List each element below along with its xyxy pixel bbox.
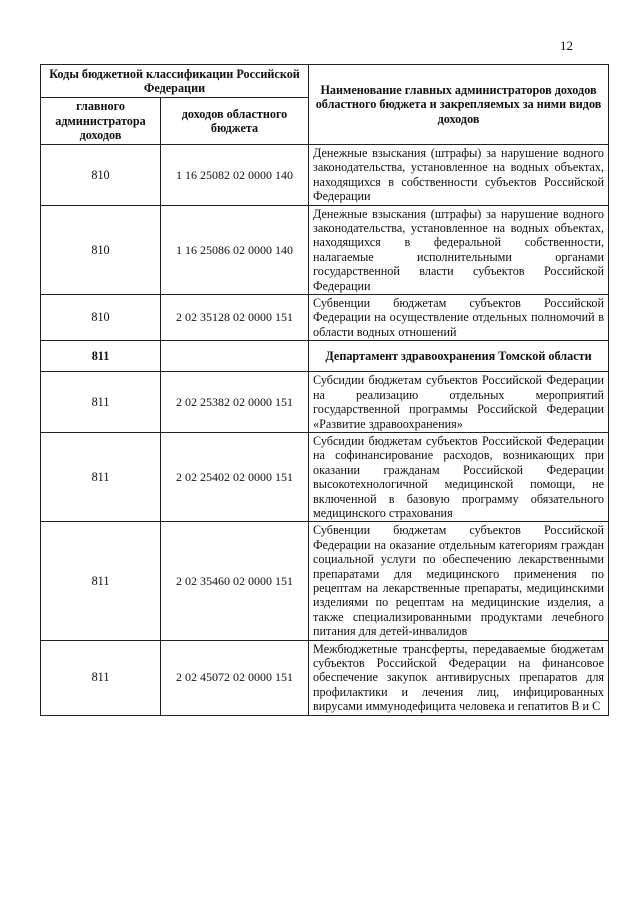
income-code-cell: 2 02 25402 02 0000 151 bbox=[161, 432, 309, 521]
department-empty-cell bbox=[161, 341, 309, 372]
header-row-top bbox=[41, 65, 609, 98]
department-name: Департамент здравоохранения Томской области bbox=[309, 341, 609, 372]
name-cell: Межбюджетные трансферты, передаваемые бюджетам субъектов Российской Федерации на финансовое обеспечение закупок антивирусных препаратов для профилактики и лечения лиц, инфицированных вирусами иммунодефицита человека и гепатитов B и C bbox=[309, 640, 609, 715]
income-code-cell: 1 16 25086 02 0000 140 bbox=[161, 205, 309, 294]
admin-code-cell: 811 bbox=[41, 432, 161, 521]
header-col-admin: главного администратора доходов bbox=[41, 98, 161, 145]
income-code-cell: 2 02 45072 02 0000 151 bbox=[161, 640, 309, 715]
header-col-name: Наименование главных администраторов доходов областного бюджета и закрепляемых за ними видов доходов bbox=[309, 65, 609, 145]
name-cell: Субвенции бюджетам субъектов Российской Федерации на оказание отдельным категориям граждан социальной услуги по обеспечению лекарственными препаратами для медицинского применения по рецептам на лекарственные препараты, медицинскими изделиями по рецептам на медицинские изделия, а также специализированными продуктами лечебного питания для детей-инвалидов bbox=[309, 522, 609, 640]
table-row bbox=[41, 145, 609, 206]
table-row bbox=[41, 205, 609, 294]
name-cell: Субсидии бюджетам субъектов Российской Федерации на реализацию отдельных мероприятий государственной программы Российской Федерации «Развитие здравоохранения» bbox=[309, 372, 609, 433]
department-admin-code: 811 bbox=[41, 341, 161, 372]
budget-classification-table bbox=[40, 64, 609, 716]
name-cell: Денежные взыскания (штрафы) за нарушение водного законодательства, установленное на водных объектах, находящихся в федеральной собственности, налагаемые исполнительными органами государственной власти субъектов Российской Федерации bbox=[309, 205, 609, 294]
admin-code-cell: 810 bbox=[41, 295, 161, 341]
table-row bbox=[41, 372, 609, 433]
name-cell: Субвенции бюджетам субъектов Российской Федерации на осуществление отдельных полномочий в области водных отношений bbox=[309, 295, 609, 341]
admin-code-cell: 810 bbox=[41, 145, 161, 206]
income-code-cell: 1 16 25082 02 0000 140 bbox=[161, 145, 309, 206]
income-code-cell: 2 02 35460 02 0000 151 bbox=[161, 522, 309, 640]
table-row bbox=[41, 295, 609, 341]
name-cell: Субсидии бюджетам субъектов Российской Федерации на софинансирование расходов, возникающих при оказании гражданам Российской Федерации высокотехнологичной медицинской помощи, не включенной в базовую программу обязательного медицинского страхования bbox=[309, 432, 609, 521]
header-col-income: доходов областного бюджета bbox=[161, 98, 309, 145]
name-cell: Денежные взыскания (штрафы) за нарушение водного законодательства, установленное на водных объектах, находящихся в собственности субъектов Российской Федерации bbox=[309, 145, 609, 206]
admin-code-cell: 811 bbox=[41, 640, 161, 715]
header-group-title: Коды бюджетной классификации Российской Федерации bbox=[41, 65, 309, 98]
income-code-cell: 2 02 25382 02 0000 151 bbox=[161, 372, 309, 433]
table-row bbox=[41, 522, 609, 640]
admin-code-cell: 810 bbox=[41, 205, 161, 294]
page-number: 12 bbox=[560, 38, 573, 53]
admin-code-cell: 811 bbox=[41, 522, 161, 640]
table-row bbox=[41, 640, 609, 715]
income-code-cell: 2 02 35128 02 0000 151 bbox=[161, 295, 309, 341]
department-row bbox=[41, 341, 609, 372]
admin-code-cell: 811 bbox=[41, 372, 161, 433]
table-row bbox=[41, 432, 609, 521]
